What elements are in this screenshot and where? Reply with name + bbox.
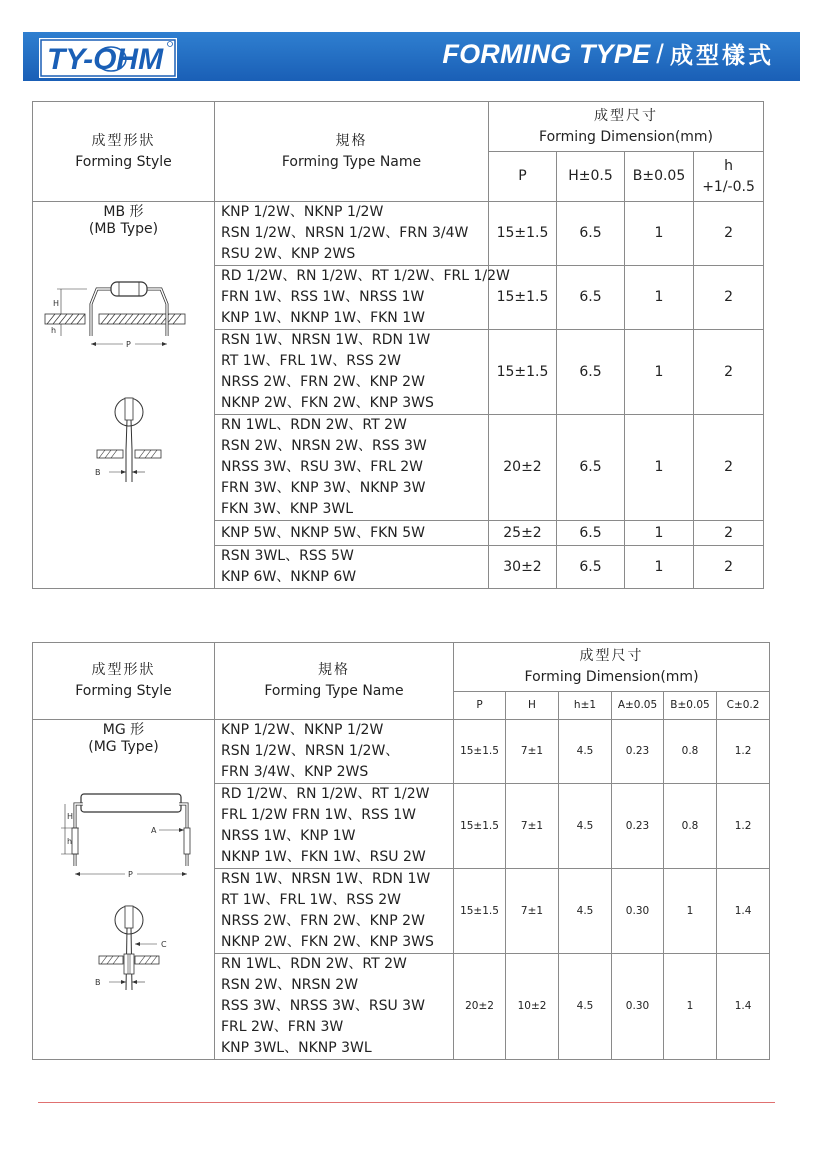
mb-style-cell	[33, 202, 215, 589]
value-h-upper: 7±1	[506, 869, 559, 954]
mg-side-view-diagram	[39, 764, 209, 884]
table-row	[33, 202, 764, 266]
title-en: FORMING TYPE	[442, 39, 651, 69]
value-h-upper: 6.5	[557, 330, 625, 415]
value-p: 20±2	[489, 415, 557, 521]
mg-forming-table	[32, 642, 770, 1060]
svg-text:P: P	[127, 870, 133, 879]
type-names: RD 1/2W、RN 1/2W、RT 1/2W FRL 1/2W FRN 1W、RSS 1W NRSS 1W、KNP 1W NKNP 1W、FKN 1W、RSU 2W	[215, 784, 454, 869]
title-separator: /	[656, 39, 664, 69]
value-h-lower: 2	[694, 266, 764, 330]
value-h-lower: 2	[694, 415, 764, 521]
header-forming-type-name: 規格 Forming Type Name	[215, 102, 489, 202]
value-p: 15±1.5	[489, 330, 557, 415]
header-forming-dimension: 成型尺寸 Forming Dimension(mm)	[489, 102, 764, 152]
value-c: 1.4	[717, 869, 770, 954]
value-b: 1	[625, 202, 694, 266]
type-names: RSN 1W、NRSN 1W、RDN 1W RT 1W、FRL 1W、RSS 2W NRSS 2W、FRN 2W、KNP 2W NKNP 2W、FKN 2W、KNP 3WS	[215, 330, 489, 415]
mb-side-view-diagram	[39, 244, 209, 354]
value-h-lower: 2	[694, 521, 764, 546]
svg-text:A: A	[150, 826, 156, 835]
value-b: 1	[625, 415, 694, 521]
value-p: 15±1.5	[454, 869, 506, 954]
style-en: (MG Type)	[88, 739, 159, 755]
subheader-p: P	[489, 152, 557, 202]
value-h-upper: 6.5	[557, 202, 625, 266]
table-row	[33, 720, 770, 784]
subheader-c: C±0.2	[717, 692, 770, 720]
svg-text:h: h	[66, 837, 72, 846]
type-names: RSN 3WL、RSS 5W KNP 6W、NKNP 6W	[215, 546, 489, 589]
subheader-b: B±0.05	[664, 692, 717, 720]
type-names: RSN 1W、NRSN 1W、RDN 1W RT 1W、FRL 1W、RSS 2W NRSS 2W、FRN 2W、KNP 2W NKNP 2W、FKN 2W、KNP 3WS	[215, 869, 454, 954]
value-p: 15±1.5	[454, 720, 506, 784]
mg-end-view-diagram	[39, 898, 209, 998]
svg-text:C: C	[160, 940, 167, 949]
subheader-h-upper: H±0.5	[557, 152, 625, 202]
value-p: 30±2	[489, 546, 557, 589]
type-names: RD 1/2W、RN 1/2W、RT 1/2W、FRL 1/2W FRN 1W、RSS 1W、NRSS 1W KNP 1W、NKNP 1W、FKN 1W	[215, 266, 489, 330]
subheader-h-upper: H	[506, 692, 559, 720]
title-zh: 成型樣式	[670, 42, 774, 69]
value-b: 0.8	[664, 784, 717, 869]
mb-end-view-diagram	[39, 384, 209, 494]
value-b: 1	[664, 869, 717, 954]
value-h-lower: 4.5	[559, 869, 612, 954]
value-c: 1.2	[717, 784, 770, 869]
value-c: 1.4	[717, 954, 770, 1060]
svg-text:B: B	[94, 978, 100, 987]
value-h-upper: 6.5	[557, 415, 625, 521]
value-h-lower: 4.5	[559, 954, 612, 1060]
value-h-lower: 4.5	[559, 720, 612, 784]
subheader-p: P	[454, 692, 506, 720]
value-h-upper: 6.5	[557, 546, 625, 589]
style-zh: MB 形	[103, 204, 144, 220]
mg-style-cell	[33, 720, 215, 1060]
subheader-h-lower: h±1	[559, 692, 612, 720]
header-forming-dimension: 成型尺寸 Forming Dimension(mm)	[454, 643, 770, 692]
value-h-upper: 10±2	[506, 954, 559, 1060]
value-b: 1	[625, 521, 694, 546]
header-banner	[23, 32, 800, 81]
value-h-lower: 4.5	[559, 784, 612, 869]
value-a: 0.23	[612, 720, 664, 784]
value-h-lower: 2	[694, 546, 764, 589]
logo-text: TY-OHM	[47, 43, 164, 76]
header-forming-style: 成型形狀 Forming Style	[33, 102, 215, 202]
company-logo	[39, 38, 177, 78]
type-names: KNP 1/2W、NKNP 1/2W RSN 1/2W、NRSN 1/2W、 FRN 3/4W、KNP 2WS	[215, 720, 454, 784]
type-names: RN 1WL、RDN 2W、RT 2W RSN 2W、NRSN 2W RSS 3W、NRSS 3W、RSU 3W FRL 2W、FRN 3W KNP 3WL、NKNP 3WL	[215, 954, 454, 1060]
value-b: 1	[664, 954, 717, 1060]
svg-text:B: B	[94, 468, 100, 477]
value-p: 15±1.5	[489, 202, 557, 266]
value-p: 15±1.5	[489, 266, 557, 330]
subheader-h-lower: h +1/-0.5	[694, 152, 764, 202]
svg-text:H: H	[66, 812, 73, 821]
value-p: 15±1.5	[454, 784, 506, 869]
value-h-lower: 2	[694, 330, 764, 415]
value-p: 20±2	[454, 954, 506, 1060]
value-h-upper: 7±1	[506, 720, 559, 784]
value-a: 0.30	[612, 954, 664, 1060]
value-a: 0.23	[612, 784, 664, 869]
footer-divider	[38, 1102, 775, 1103]
header-forming-style: 成型形狀 Forming Style	[33, 643, 215, 720]
style-en: (MB Type)	[88, 221, 159, 237]
header-forming-type-name: 規格 Forming Type Name	[215, 643, 454, 720]
style-zh: MG 形	[102, 722, 145, 738]
page-title	[442, 37, 774, 70]
value-h-upper: 6.5	[557, 266, 625, 330]
value-b: 1	[625, 330, 694, 415]
svg-text:h: h	[50, 326, 56, 335]
type-names: KNP 5W、NKNP 5W、FKN 5W	[215, 521, 489, 546]
value-b: 0.8	[664, 720, 717, 784]
value-c: 1.2	[717, 720, 770, 784]
value-a: 0.30	[612, 869, 664, 954]
type-names: RN 1WL、RDN 2W、RT 2W RSN 2W、NRSN 2W、RSS 3W NRSS 3W、RSU 3W、FRL 2W FRN 3W、KNP 3W、NKNP 3W FKN 3W、KNP 3WL	[215, 415, 489, 521]
subheader-b: B±0.05	[625, 152, 694, 202]
svg-text:P: P	[125, 340, 131, 349]
value-b: 1	[625, 546, 694, 589]
value-h-upper: 7±1	[506, 784, 559, 869]
svg-text:H: H	[52, 299, 59, 308]
value-h-upper: 6.5	[557, 521, 625, 546]
mb-forming-table	[32, 101, 764, 589]
value-h-lower: 2	[694, 202, 764, 266]
subheader-a: A±0.05	[612, 692, 664, 720]
value-b: 1	[625, 266, 694, 330]
type-names: KNP 1/2W、NKNP 1/2W RSN 1/2W、NRSN 1/2W、FRN 3/4W RSU 2W、KNP 2WS	[215, 202, 489, 266]
value-p: 25±2	[489, 521, 557, 546]
